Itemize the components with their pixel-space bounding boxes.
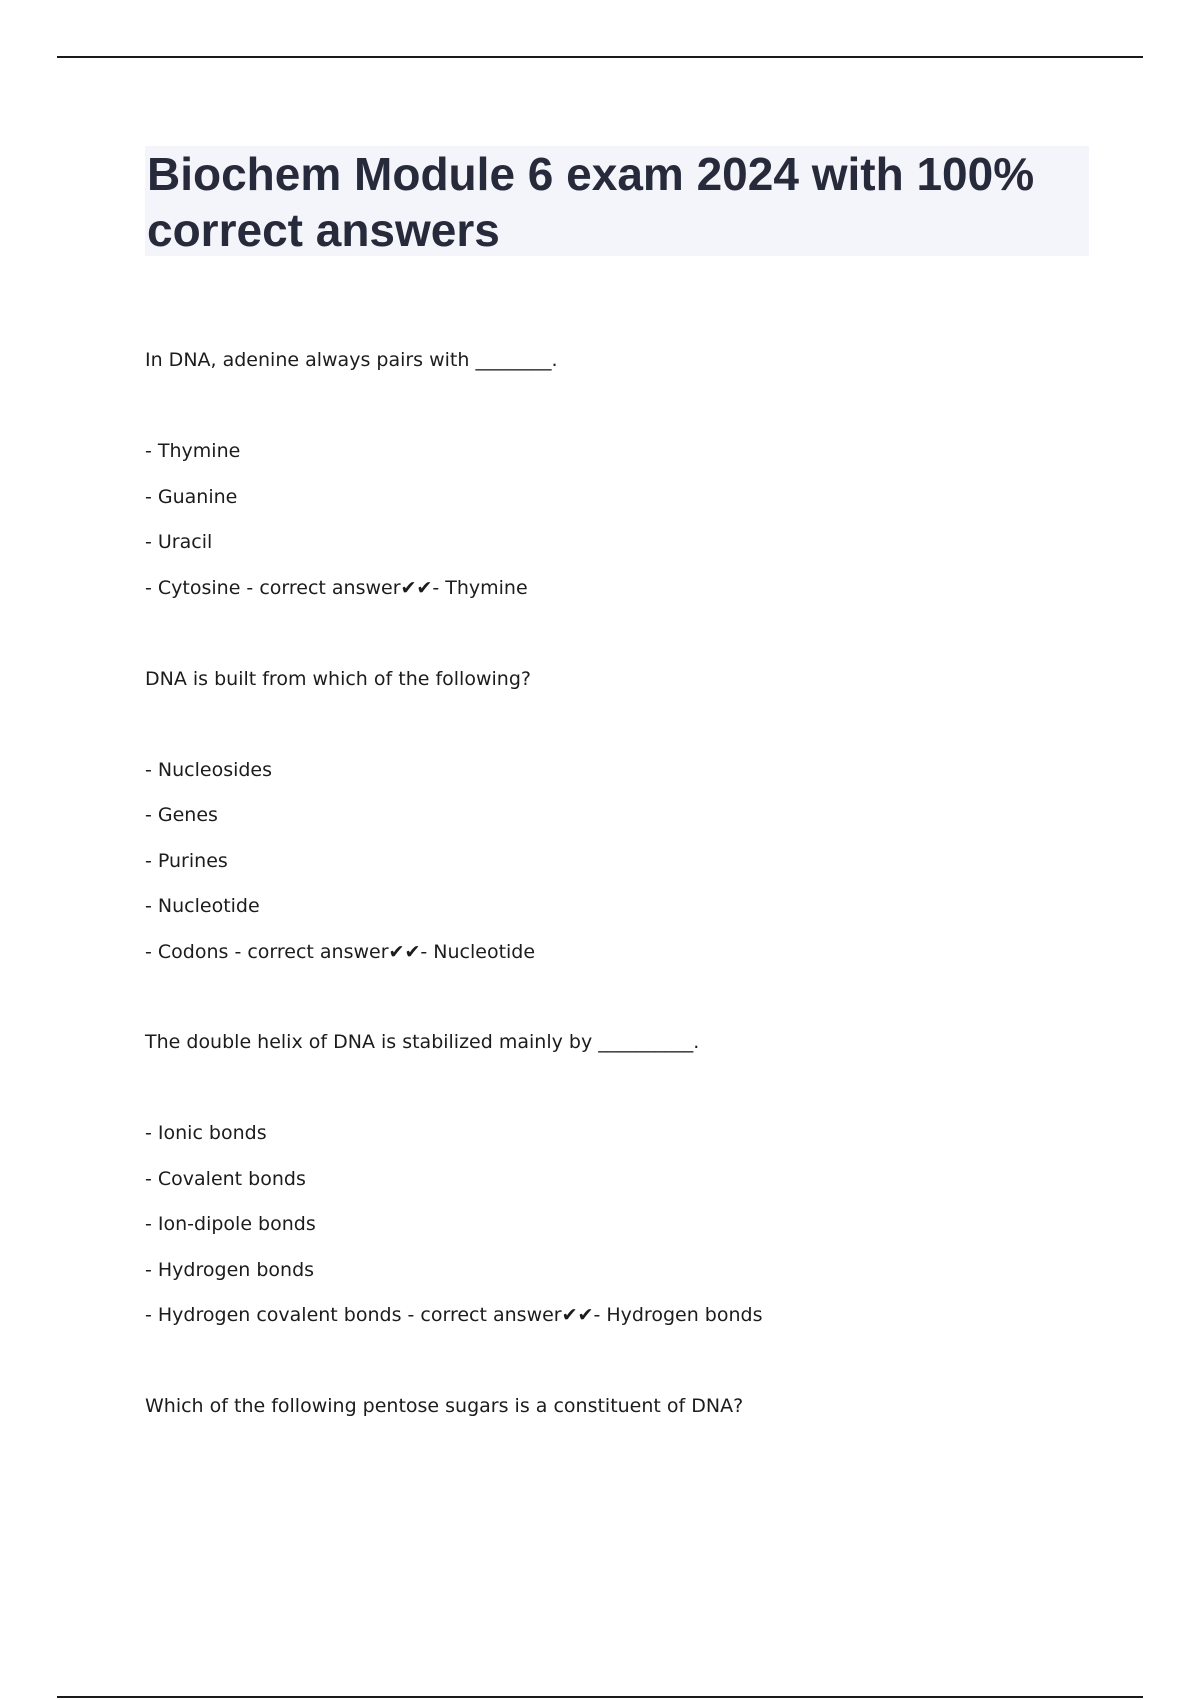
answer-option: - Thymine <box>145 440 241 462</box>
question-prompt: In DNA, adenine always pairs with ________. <box>145 349 558 371</box>
answer-option: - Nucleotide <box>145 895 260 917</box>
answer-option: - Guanine <box>145 486 238 508</box>
question-prompt: The double helix of DNA is stabilized mainly by __________. <box>145 1031 700 1053</box>
question-prompt: DNA is built from which of the following? <box>145 668 531 690</box>
answer-option: - Ionic bonds <box>145 1122 267 1144</box>
answer-option: - Purines <box>145 850 228 872</box>
title-banner <box>145 146 1089 256</box>
bottom-rule <box>57 1696 1143 1698</box>
correct-answer-line: - Codons - correct answer✔✔- Nucleotide <box>145 941 536 963</box>
answer-option: - Genes <box>145 804 218 826</box>
answer-option: - Nucleosides <box>145 759 273 781</box>
answer-option: - Uracil <box>145 531 213 553</box>
document-title: Biochem Module 6 exam 2024 with 100% correct answers <box>147 148 1035 256</box>
answer-option: - Hydrogen bonds <box>145 1259 315 1281</box>
top-rule <box>57 56 1143 58</box>
correct-answer-line: - Hydrogen covalent bonds - correct answer✔✔- Hydrogen bonds <box>145 1304 763 1326</box>
answer-option: - Covalent bonds <box>145 1168 306 1190</box>
answer-option: - Ion-dipole bonds <box>145 1213 316 1235</box>
question-prompt: Which of the following pentose sugars is a constituent of DNA? <box>145 1395 744 1417</box>
correct-answer-line: - Cytosine - correct answer✔✔- Thymine <box>145 577 528 599</box>
